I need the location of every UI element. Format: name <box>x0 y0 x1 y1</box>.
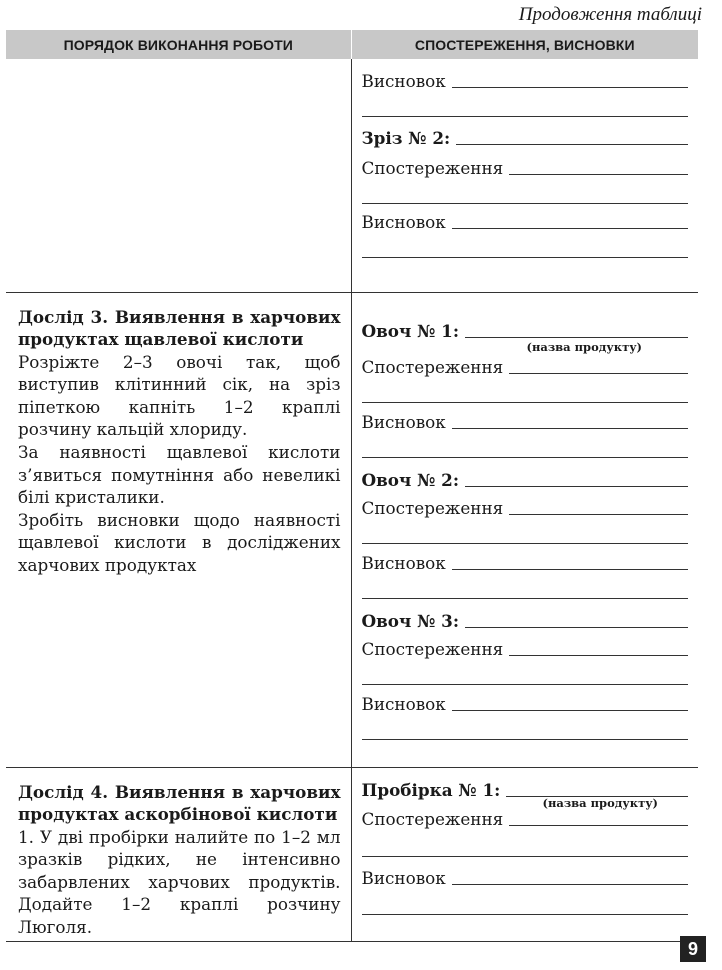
vegetable-1-field[interactable]: Овоч № 1: <box>362 321 689 341</box>
continuation-note: Продовження таблиці <box>518 4 702 25</box>
experiment-3-heading: Дослід 3. Виявлення в харчових продуктах щавлевої кислоти <box>18 306 341 350</box>
observations-cell <box>351 767 698 941</box>
product-name-caption: (назва продукту) <box>542 795 658 810</box>
answer-line[interactable] <box>362 257 689 258</box>
experiment-3-step-3: Зробіть висновки щодо наявності щавлевої кислоти в досліджених харчових продуктах <box>18 509 341 576</box>
conclusion-field[interactable]: Висновок <box>362 212 689 232</box>
experiment-4-heading: Дослід 4. Виявлення в харчових продуктах аскорбінової кислоти <box>18 781 341 825</box>
observation-field[interactable]: Спостереження <box>362 357 689 377</box>
vegetable-3-field[interactable]: Овоч № 3: <box>362 611 689 631</box>
observation-field[interactable]: Спостереження <box>362 809 689 829</box>
conclusion-field[interactable]: Висновок <box>362 412 689 432</box>
conclusion-field[interactable]: Висновок <box>362 71 689 91</box>
experiment-3-step-1: Розріжте 2–3 овочі так, щоб виступив клітинний сік, на зріз піпеткою капніть 1–2 краплі розчину кальцій хлориду. <box>18 351 341 440</box>
test-tube-1-field[interactable]: Пробірка № 1: <box>362 780 689 800</box>
procedure-cell-empty <box>6 59 351 292</box>
procedure-cell <box>6 292 351 767</box>
conclusion-field[interactable]: Висновок <box>362 553 689 573</box>
experiment-4-step-1: 1. У дві пробірки налийте по 1–2 мл зразків рідких, не інтенсивно забарвлених харчових продуктів. Додайте 1–2 краплі розчину Люголя. <box>18 826 341 938</box>
vegetable-2-field[interactable]: Овоч № 2: <box>362 470 689 490</box>
table-row <box>6 767 698 941</box>
experiment-3-step-2: За наявності щавлевої кислоти з’явиться помутніння або невеликі білі кристалики. <box>18 442 341 508</box>
procedure-cell <box>6 767 351 941</box>
column-header-procedure: ПОРЯДОК ВИКОНАННЯ РОБОТИ <box>6 30 351 59</box>
table-row <box>6 59 698 292</box>
answer-line[interactable] <box>362 739 689 740</box>
observations-cell <box>351 59 698 292</box>
product-name-caption: (назва продукту) <box>526 339 642 354</box>
observation-field[interactable]: Спостереження <box>362 498 689 518</box>
observations-cell <box>351 292 698 767</box>
slice-2-field[interactable]: Зріз № 2: <box>362 128 689 148</box>
answer-line[interactable] <box>362 914 689 915</box>
conclusion-field[interactable]: Висновок <box>362 868 689 888</box>
column-header-observations: СПОСТЕРЕЖЕННЯ, ВИСНОВКИ <box>351 30 698 59</box>
observation-field[interactable]: Спостереження <box>362 639 689 659</box>
observation-field[interactable]: Спостереження <box>362 158 689 178</box>
conclusion-field[interactable]: Висновок <box>362 694 689 714</box>
table-row <box>6 292 698 767</box>
page-number: 9 <box>680 936 706 962</box>
work-table <box>6 30 698 942</box>
